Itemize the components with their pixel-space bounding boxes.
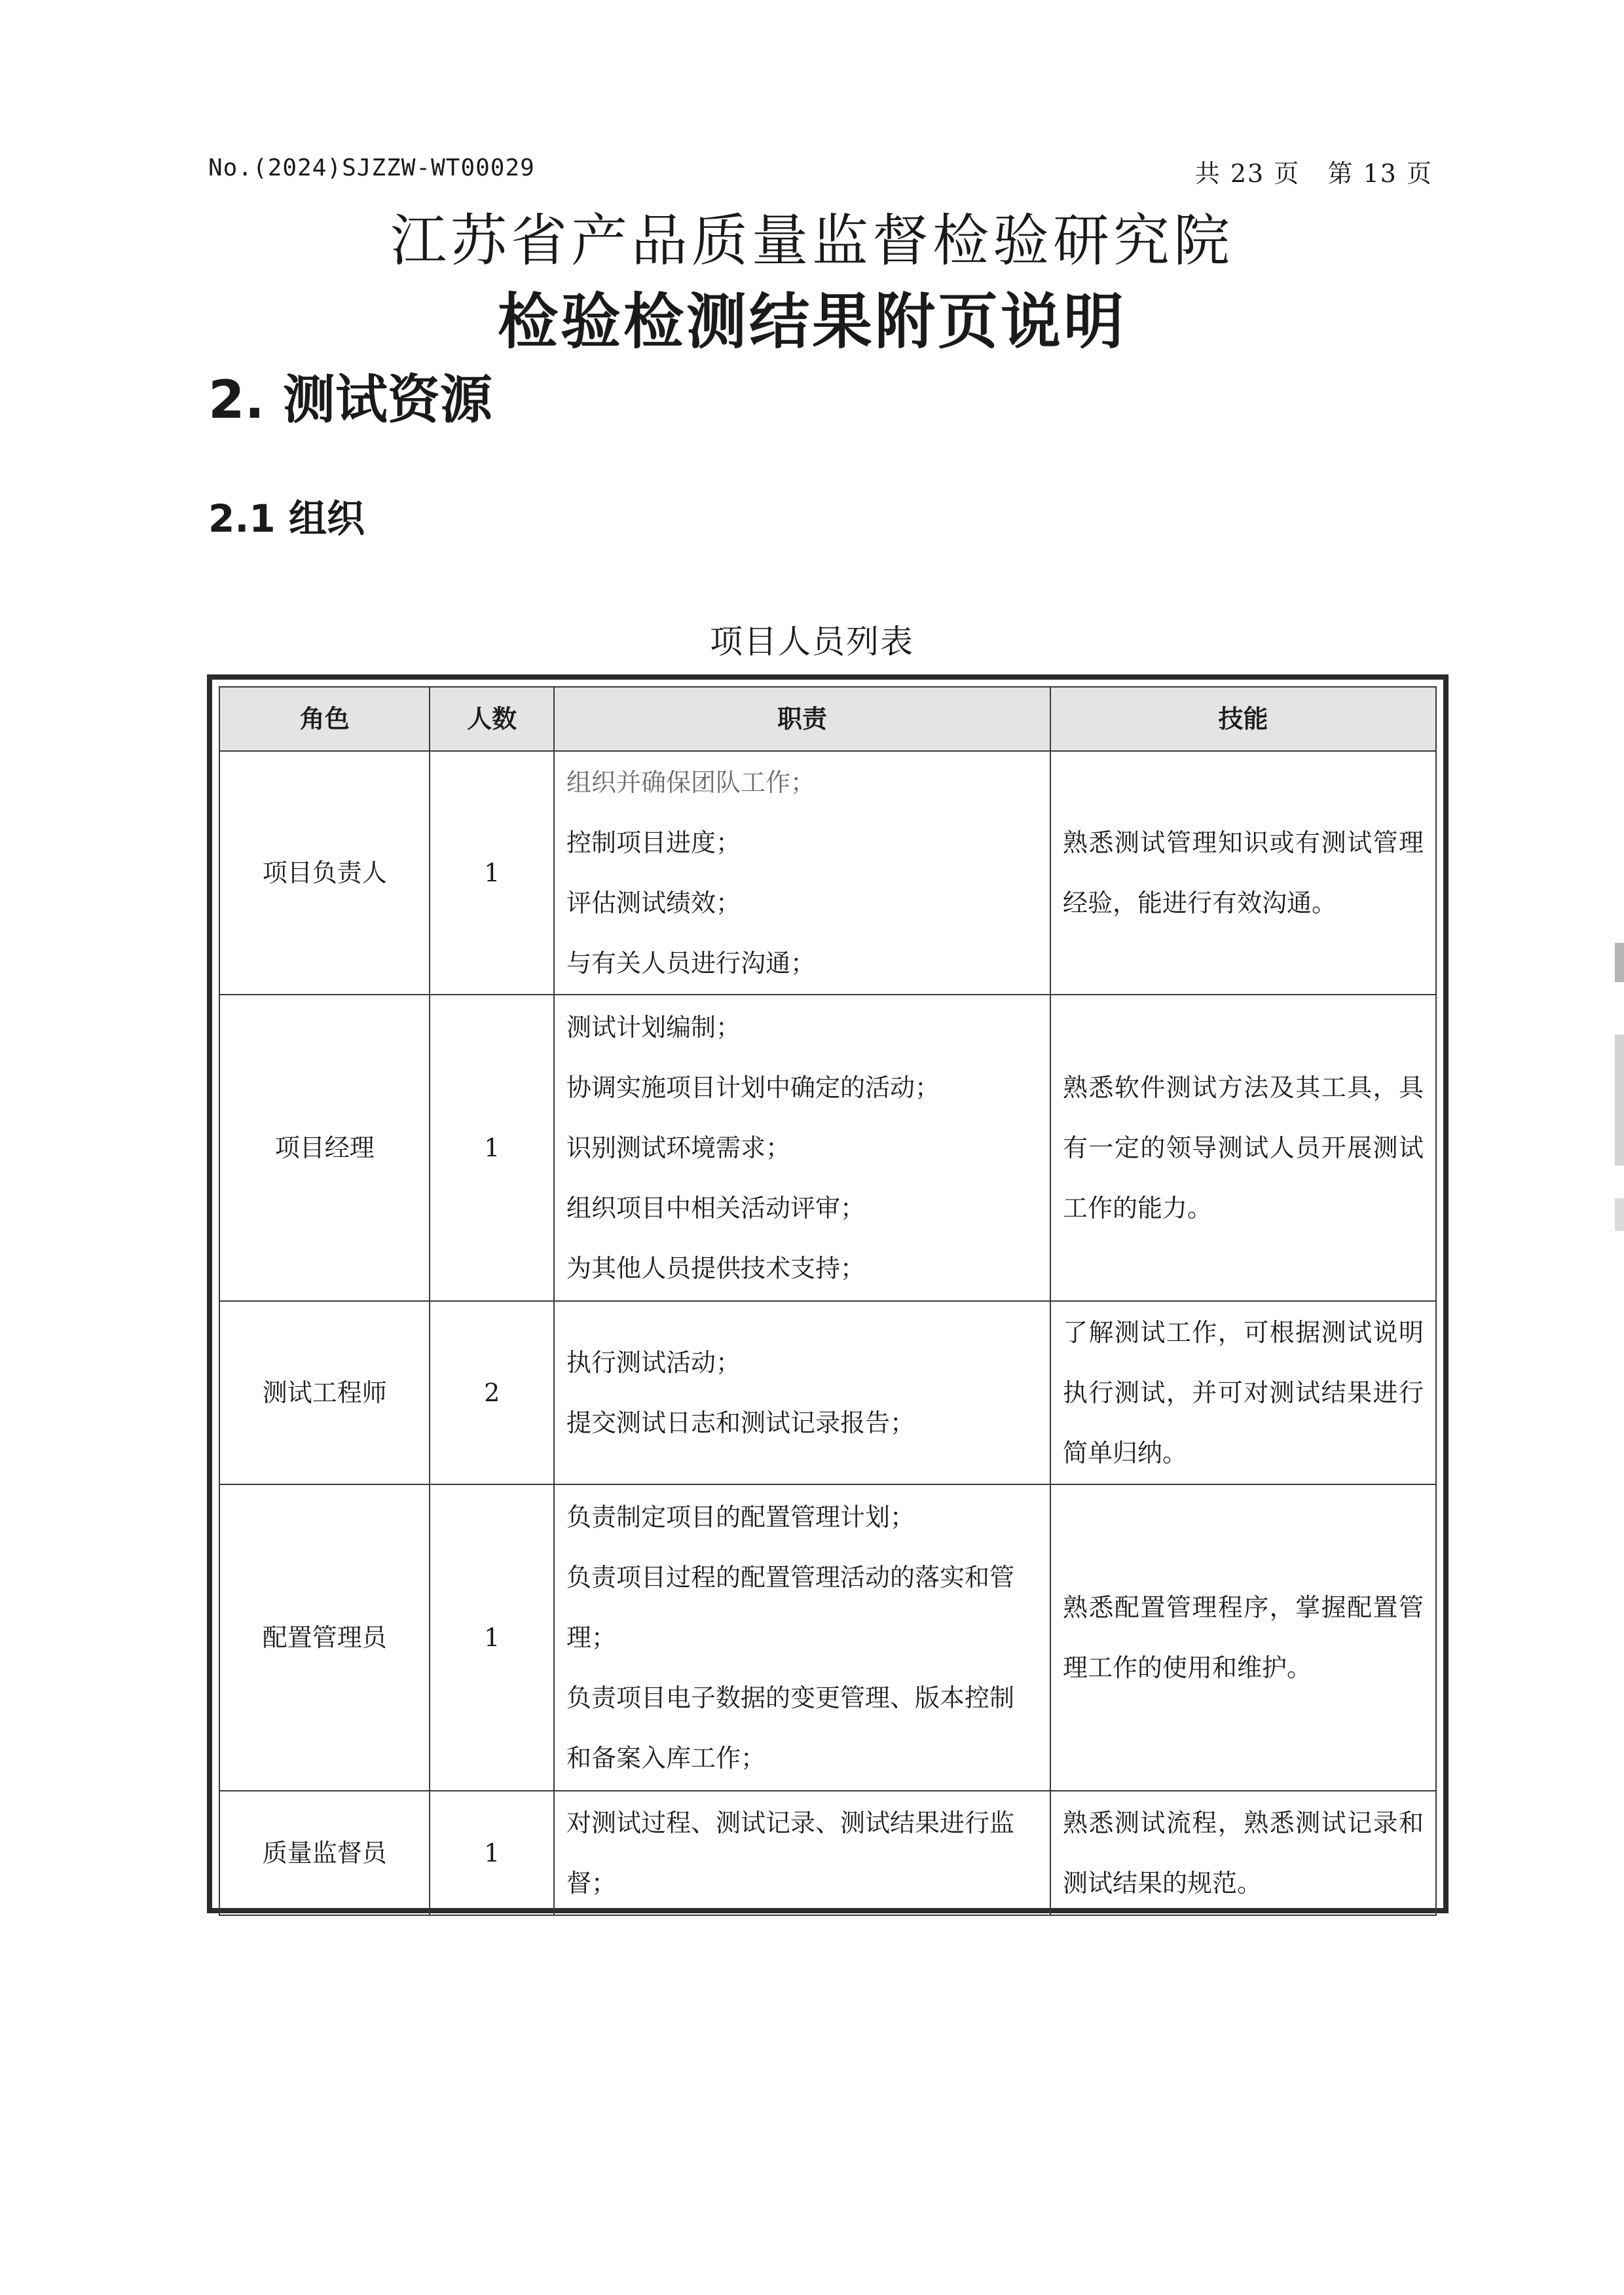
skills-cell [1050,751,1436,995]
scan-edge-mark [1615,1035,1624,1166]
table-row [219,1484,1436,1791]
skill-text: 熟悉软件测试方法及其工具，具有一定的领导测试人员开展测试工作的能力。 [1063,1073,1424,1222]
duty-item: 执行测试活动； [566,1348,741,1377]
duty-item: 控制项目进度； [566,828,741,857]
header-page-info: 共 23 页 第 13 页 [1194,159,1433,188]
duty-item: 负责项目电子数据的变更管理、版本控制和备案入库工作； [566,1683,1014,1772]
duty-item: 评估测试绩效； [566,889,741,917]
count-cell: 1 [430,995,554,1301]
header-doc-number: No.(2024)SJZZW-WT00029 [208,155,535,181]
count-cell: 1 [430,1484,554,1791]
count-cell: 1 [430,1791,554,1915]
duties-cell [554,1484,1050,1791]
table-header-row [219,687,1436,751]
duties-cell [554,995,1050,1301]
duty-item: 对测试过程、测试记录、测试结果进行监督； [566,1808,1014,1898]
duty-item: 为其他人员提供技术支持； [566,1254,865,1283]
duties-cell [554,1301,1050,1484]
skill-text: 熟悉测试流程，熟悉测试记录和测试结果的规范。 [1063,1808,1424,1898]
duty-item: 协调实施项目计划中确定的活动； [566,1073,940,1102]
role-cell: 项目经理 [219,995,430,1301]
count-cell: 1 [430,751,554,995]
role-cell: 测试工程师 [219,1301,430,1484]
section-heading: 2. 测试资源 [208,369,492,430]
header-duties: 职责 [554,687,1050,751]
duty-item: 识别测试环境需求； [566,1133,790,1162]
duties-cell [554,1791,1050,1915]
table-row [219,751,1436,995]
duty-item: 组织项目中相关活动评审； [566,1194,865,1222]
duty-item: 负责项目过程的配置管理活动的落实和管理； [566,1563,1014,1652]
table-row [219,1791,1436,1915]
header-count: 人数 [430,687,554,751]
document-title: 检验检测结果附页说明 [497,286,1126,357]
skill-text: 熟悉配置管理程序，掌握配置管理工作的使用和维护。 [1063,1593,1424,1682]
skill-text: 熟悉测试管理知识或有测试管理经验，能进行有效沟通。 [1063,828,1424,917]
scan-edge-mark [1615,1198,1624,1231]
duty-item: 组织并确保团队工作； [566,768,815,797]
subsection-heading: 2.1 组织 [208,496,365,541]
role-cell: 项目负责人 [219,751,430,995]
staff-table-frame [207,674,1449,1913]
skills-cell [1050,1791,1436,1915]
header-skills: 技能 [1050,687,1436,751]
duty-item: 提交测试日志和测试记录报告； [566,1408,915,1437]
skills-cell [1050,995,1436,1301]
table-caption: 项目人员列表 [710,623,914,661]
duty-item: 负责制定项目的配置管理计划； [566,1503,915,1532]
skill-text: 了解测试工作，可根据测试说明执行测试，并可对测试结果进行简单归纳。 [1063,1318,1424,1467]
skills-cell [1050,1301,1436,1484]
table-row [219,1301,1436,1484]
role-cell: 质量监督员 [219,1791,430,1915]
header-role: 角色 [219,687,430,751]
role-cell: 配置管理员 [219,1484,430,1791]
scan-edge-mark [1615,943,1624,982]
skills-cell [1050,1484,1436,1791]
duty-item: 测试计划编制； [566,1013,741,1042]
duty-item: 与有关人员进行沟通； [566,949,815,978]
table-row [219,995,1436,1301]
staff-table [219,686,1437,1916]
institution-title: 江苏省产品质量监督检验研究院 [390,208,1234,274]
count-cell: 2 [430,1301,554,1484]
duties-cell [554,751,1050,995]
